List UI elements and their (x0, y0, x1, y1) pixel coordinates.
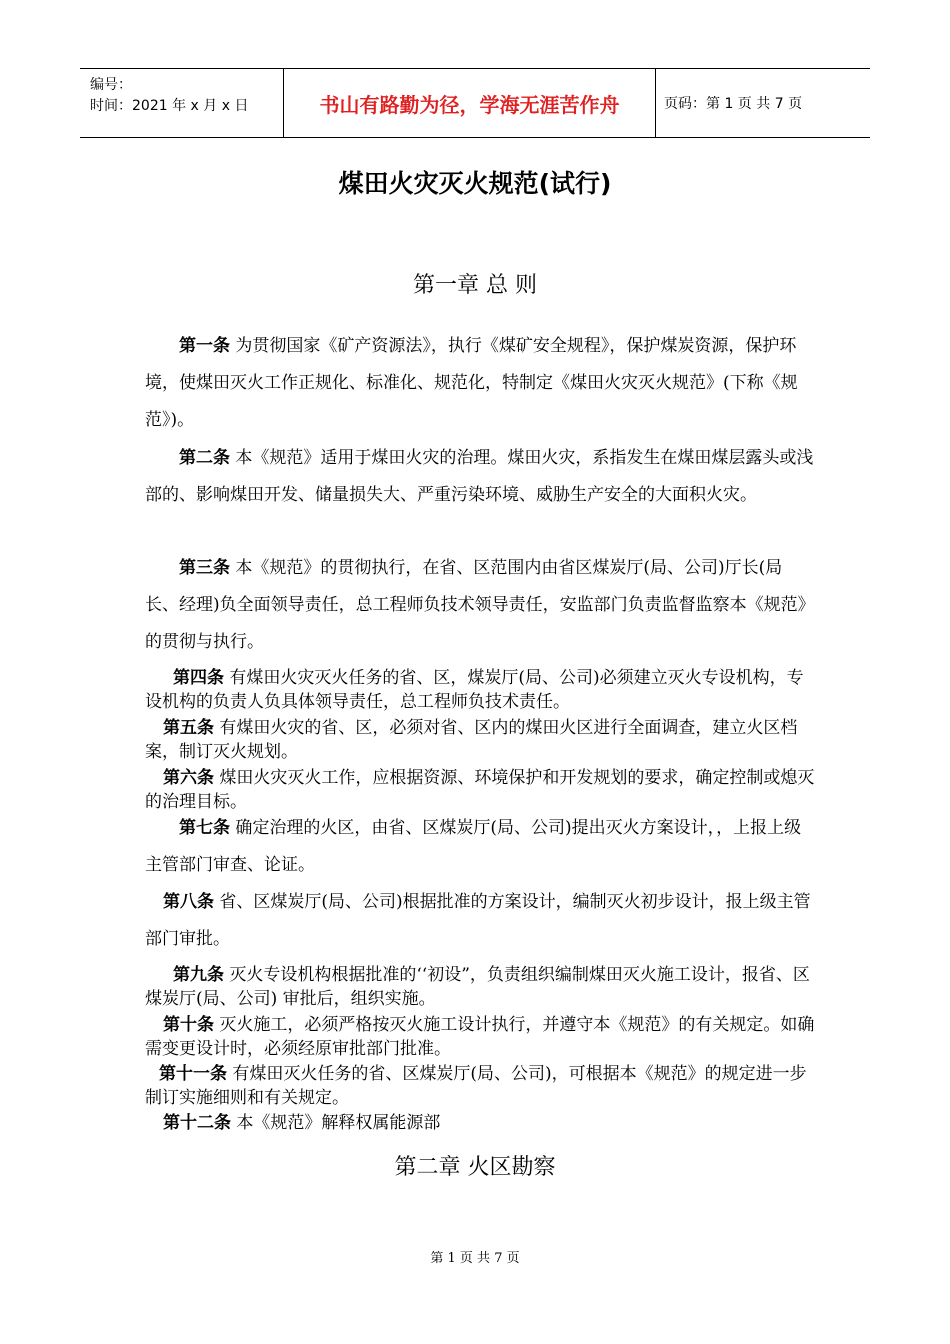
article-number: 第三条 (179, 558, 230, 578)
article-2 (145, 440, 815, 514)
article-text: 本《规范》解释权属能源部 (236, 1113, 441, 1133)
article-number: 第十条 (163, 1015, 214, 1035)
article-text: 本《规范》的贯彻执行，在省、区范围内由省区煤炭厅(局、公司)厅长(局长、经理)负全面领导责任，总工程师负技术领导责任，安监部门负责监督监察本《规范》的贯彻与执行。 (145, 558, 815, 652)
article-number: 第七条 (179, 818, 230, 838)
page-header (80, 68, 870, 138)
article-text: 灭火专设机构根据批准的‘‘初设”，负责组织编制煤田灭火施工设计，报省、区煤炭厅(局、公司) 审批后，组织实施。 (145, 965, 810, 1009)
article-number: 第九条 (173, 965, 224, 985)
article-number: 第二条 (179, 448, 230, 468)
article-1 (145, 328, 815, 439)
date-label: 时间：2021 年 x 月 x 日 (90, 98, 249, 114)
article-number: 第十一条 (159, 1064, 227, 1084)
article-8 (145, 884, 815, 958)
article-number: 第五条 (163, 718, 214, 738)
article-number: 第八条 (163, 892, 214, 912)
article-4 (145, 666, 815, 714)
article-text: 确定治理的火区，由省、区煤炭厅(局、公司)提出灭火方案设计，，上报上级主管部门审查、论证。 (145, 818, 802, 875)
chapter-heading: 第二章 火区勘察 (394, 1155, 556, 1180)
article-text: 省、区煤炭厅(局、公司)根据批准的方案设计，编制灭火初步设计，报上级主管部门审批。 (145, 892, 811, 949)
article-12 (145, 1111, 815, 1135)
article-3 (145, 550, 815, 661)
header-meta (80, 69, 283, 137)
article-text: 本《规范》适用于煤田火灾的治理。煤田火灾，系指发生在煤田煤层露头或浅部的、影响煤田开发、储量损失大、严重污染环境、威胁生产安全的大面积火灾。 (145, 448, 814, 505)
article-9 (145, 963, 815, 1011)
article-number: 第四条 (173, 668, 224, 688)
article-7 (145, 810, 815, 884)
article-number: 第一条 (179, 336, 230, 356)
article-text: 灭火施工，必须严格按灭火施工设计执行，并遵守本《规范》的有关规定。如确需变更设计时，必须经原审批部门批准。 (145, 1015, 815, 1059)
chapter-heading: 第一章 总 则 (413, 273, 537, 298)
header-motto: 书山有路勤为径，学海无涯苦作舟 (283, 69, 656, 137)
article-text: 为贯彻国家《矿产资源法》，执行《煤矿安全规程》，保护煤炭资源，保护环境，使煤田灭火工作正规化、标准化、规范化，特制定《煤田火灾灭火规范》(下称《规范》)。 (145, 336, 798, 430)
article-10 (145, 1013, 815, 1061)
article-text: 有煤田火灾的省、区，必须对省、区内的煤田火区进行全面调查，建立火区档案，制订灭火规划。 (145, 718, 798, 762)
article-6 (145, 766, 815, 814)
article-text: 有煤田火灾灭火任务的省、区，煤炭厅(局、公司)必须建立灭火专设机构，专设机构的负责人负具体领导责任，总工程师负技术责任。 (145, 668, 804, 712)
document-title: 煤田火灾灭火规范(试行) (338, 169, 612, 198)
page-footer: 第 1 页 共 7 页 (430, 1251, 520, 1266)
article-11 (145, 1062, 815, 1110)
header-page-info: 页码：第 1 页 共 7 页 (664, 96, 803, 112)
article-number: 第十二条 (163, 1113, 231, 1133)
article-number: 第六条 (163, 768, 214, 788)
article-5 (145, 716, 815, 764)
number-label: 编号： (90, 77, 132, 93)
article-text: 有煤田灭火任务的省、区煤炭厅(局、公司)，可根据本《规范》的规定进一步制订实施细则和有关规定。 (145, 1064, 807, 1108)
article-text: 煤田火灾灭火工作，应根据资源、环境保护和开发规划的要求，确定控制或熄灭的治理目标。 (145, 768, 815, 812)
